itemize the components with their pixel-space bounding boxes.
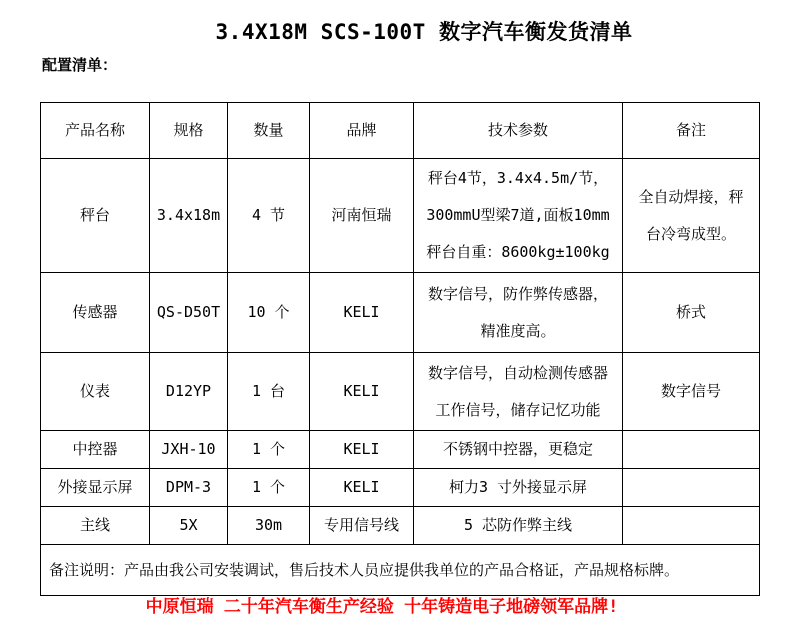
product-name-cell: 传感器 bbox=[41, 273, 150, 353]
brand-cell: KELI bbox=[310, 273, 414, 353]
brand-cell: KELI bbox=[310, 469, 414, 507]
spec-cell: 3.4x18m bbox=[150, 159, 228, 273]
row-platform bbox=[41, 159, 760, 273]
tech-params-cell: 5 芯防作弊主线 bbox=[414, 507, 623, 545]
spec-cell: DPM-3 bbox=[150, 469, 228, 507]
footer-slogan: 中原恒瑞 二十年汽车衡生产经验 十年铸造电子地磅领军品牌! bbox=[145, 597, 619, 617]
tech-line: 工作信号，储存记忆功能 bbox=[435, 400, 601, 419]
product-name-cell: 主线 bbox=[41, 507, 150, 545]
product-name-cell: 秤台 bbox=[41, 159, 150, 273]
col-header-quantity: 数量 bbox=[228, 103, 310, 159]
tech-params-cell: 不锈钢中控器，更稳定 bbox=[414, 431, 623, 469]
quantity-cell: 1 台 bbox=[228, 353, 310, 431]
quantity-cell: 1 个 bbox=[228, 431, 310, 469]
product-name-cell: 仪表 bbox=[41, 353, 150, 431]
spec-cell: JXH-10 bbox=[150, 431, 228, 469]
spec-cell: D12YP bbox=[150, 353, 228, 431]
tech-line: 精准度高。 bbox=[480, 321, 556, 340]
brand-cell: KELI bbox=[310, 353, 414, 431]
spec-cell: 5X bbox=[150, 507, 228, 545]
tech-line: 秤台自重：8600kg±100kg bbox=[426, 243, 610, 261]
tech-line: 数字信号，防作弊传感器， bbox=[427, 284, 608, 303]
remark-note-cell: 备注说明：产品由我公司安装调试，售后技术人员应提供我单位的产品合格证，产品规格标牌。 bbox=[41, 545, 760, 596]
config-table bbox=[40, 102, 760, 596]
tech-params-cell bbox=[414, 273, 623, 353]
row-external-display bbox=[41, 469, 760, 507]
brand-cell: 专用信号线 bbox=[310, 507, 414, 545]
col-header-product-name: 产品名称 bbox=[41, 103, 150, 159]
tech-line: 秤台4节，3.4x4.5m/节， bbox=[427, 169, 609, 187]
tech-line: 数字信号，自动检测传感器 bbox=[427, 363, 608, 382]
remark-line: 全自动焊接，秤 bbox=[638, 187, 744, 206]
brand-cell: KELI bbox=[310, 431, 414, 469]
remark-cell bbox=[623, 507, 760, 545]
row-main-cable bbox=[41, 507, 760, 545]
row-controller bbox=[41, 431, 760, 469]
col-header-tech-params: 技术参数 bbox=[414, 103, 623, 159]
quantity-cell: 10 个 bbox=[228, 273, 310, 353]
page-title: 3.4X18M SCS-100T 数字汽车衡发货清单 bbox=[215, 20, 633, 44]
row-indicator bbox=[41, 353, 760, 431]
product-name-cell: 中控器 bbox=[41, 431, 150, 469]
brand-cell: 河南恒瑞 bbox=[310, 159, 414, 273]
remark-line: 台冷弯成型。 bbox=[645, 224, 736, 243]
row-sensor bbox=[41, 273, 760, 353]
remark-cell bbox=[623, 469, 760, 507]
quantity-cell: 30m bbox=[228, 507, 310, 545]
col-header-brand: 品牌 bbox=[310, 103, 414, 159]
table-header-row bbox=[41, 103, 760, 159]
col-header-spec: 规格 bbox=[150, 103, 228, 159]
product-name-cell: 外接显示屏 bbox=[41, 469, 150, 507]
tech-line: 300mmU型梁7道,面板10mm bbox=[426, 206, 610, 224]
tech-params-cell bbox=[414, 159, 623, 273]
remark-cell: 桥式 bbox=[623, 273, 760, 353]
spec-cell: QS-D50T bbox=[150, 273, 228, 353]
remark-cell bbox=[623, 431, 760, 469]
quantity-cell: 4 节 bbox=[228, 159, 310, 273]
tech-params-cell bbox=[414, 353, 623, 431]
section-label: 配置清单： bbox=[42, 56, 118, 74]
remark-cell: 数字信号 bbox=[623, 353, 760, 431]
tech-params-cell: 柯力3 寸外接显示屏 bbox=[414, 469, 623, 507]
col-header-remark: 备注 bbox=[623, 103, 760, 159]
remark-cell bbox=[623, 159, 760, 273]
quantity-cell: 1 个 bbox=[228, 469, 310, 507]
table-remark-row bbox=[41, 545, 760, 596]
